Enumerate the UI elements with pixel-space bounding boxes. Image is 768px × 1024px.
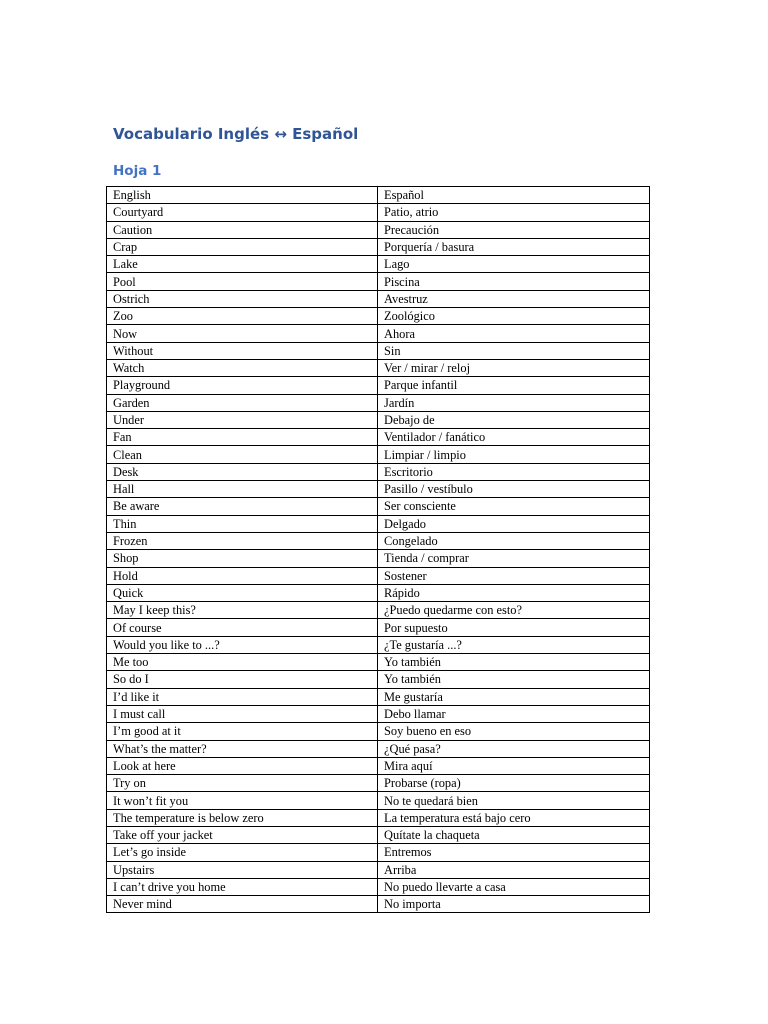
table-row (107, 688, 650, 705)
spanish-term-cell: ¿Te gustaría ...? (378, 636, 650, 653)
english-term-cell: Fan (107, 429, 378, 446)
table-row (107, 411, 650, 428)
table-row (107, 619, 650, 636)
english-term-cell: I must call (107, 705, 378, 722)
english-term-cell: It won’t fit you (107, 792, 378, 809)
spanish-term-cell: Ser consciente (378, 498, 650, 515)
table-row (107, 844, 650, 861)
english-term-cell: Hold (107, 567, 378, 584)
english-term-cell: Zoo (107, 308, 378, 325)
table-header-row (107, 187, 650, 204)
english-term-cell: Me too (107, 654, 378, 671)
spanish-term-cell: Yo también (378, 654, 650, 671)
table-row (107, 204, 650, 221)
spanish-term-cell: Jardín (378, 394, 650, 411)
table-row (107, 446, 650, 463)
sheet-heading: Hoja 1 (113, 163, 162, 179)
table-row (107, 671, 650, 688)
spanish-term-cell: Avestruz (378, 290, 650, 307)
table-row (107, 498, 650, 515)
spanish-term-cell: Congelado (378, 532, 650, 549)
table-row (107, 602, 650, 619)
english-term-cell: Ostrich (107, 290, 378, 307)
english-term-cell: I can’t drive you home (107, 878, 378, 895)
table-row (107, 325, 650, 342)
table-row (107, 463, 650, 480)
table-row (107, 238, 650, 255)
table-row (107, 878, 650, 895)
table-row (107, 809, 650, 826)
spanish-term-cell: Zoológico (378, 308, 650, 325)
table-row (107, 550, 650, 567)
spanish-term-cell: Soy bueno en eso (378, 723, 650, 740)
table-row (107, 654, 650, 671)
table-row (107, 221, 650, 238)
table-row (107, 429, 650, 446)
table-row (107, 481, 650, 498)
spanish-term-cell: Tienda / comprar (378, 550, 650, 567)
spanish-term-cell: Debajo de (378, 411, 650, 428)
spanish-term-cell: Sin (378, 342, 650, 359)
table-row (107, 584, 650, 601)
spanish-term-cell: Porquería / basura (378, 238, 650, 255)
table-row (107, 290, 650, 307)
vocabulary-table-body (107, 187, 650, 913)
english-term-cell: Playground (107, 377, 378, 394)
english-term-cell: Never mind (107, 896, 378, 913)
english-term-cell: May I keep this? (107, 602, 378, 619)
table-row (107, 896, 650, 913)
english-term-cell: Of course (107, 619, 378, 636)
column-header-espanol: Español (378, 187, 650, 204)
spanish-term-cell: Quítate la chaqueta (378, 826, 650, 843)
english-term-cell: Now (107, 325, 378, 342)
spanish-term-cell: Parque infantil (378, 377, 650, 394)
spanish-term-cell: No importa (378, 896, 650, 913)
spanish-term-cell: ¿Qué pasa? (378, 740, 650, 757)
spanish-term-cell: No puedo llevarte a casa (378, 878, 650, 895)
spanish-term-cell: Debo llamar (378, 705, 650, 722)
english-term-cell: Pool (107, 273, 378, 290)
english-term-cell: Would you like to ...? (107, 636, 378, 653)
english-term-cell: Clean (107, 446, 378, 463)
spanish-term-cell: Por supuesto (378, 619, 650, 636)
spanish-term-cell: Rápido (378, 584, 650, 601)
table-row (107, 740, 650, 757)
spanish-term-cell: Arriba (378, 861, 650, 878)
english-term-cell: I’d like it (107, 688, 378, 705)
spanish-term-cell: Sostener (378, 567, 650, 584)
english-term-cell: So do I (107, 671, 378, 688)
spanish-term-cell: Patio, atrio (378, 204, 650, 221)
spanish-term-cell: No te quedará bien (378, 792, 650, 809)
english-term-cell: What’s the matter? (107, 740, 378, 757)
english-term-cell: Without (107, 342, 378, 359)
spanish-term-cell: Ahora (378, 325, 650, 342)
column-header-english: English (107, 187, 378, 204)
spanish-term-cell: Ver / mirar / reloj (378, 359, 650, 376)
table-row (107, 394, 650, 411)
spanish-term-cell: Yo también (378, 671, 650, 688)
english-term-cell: Hall (107, 481, 378, 498)
english-term-cell: I’m good at it (107, 723, 378, 740)
table-row (107, 256, 650, 273)
spanish-term-cell: Escritorio (378, 463, 650, 480)
english-term-cell: Desk (107, 463, 378, 480)
table-row (107, 567, 650, 584)
english-term-cell: Garden (107, 394, 378, 411)
english-term-cell: Try on (107, 775, 378, 792)
table-row (107, 775, 650, 792)
vocabulary-table (106, 186, 650, 913)
english-term-cell: Lake (107, 256, 378, 273)
english-term-cell: Courtyard (107, 204, 378, 221)
english-term-cell: Thin (107, 515, 378, 532)
table-row (107, 273, 650, 290)
spanish-term-cell: Probarse (ropa) (378, 775, 650, 792)
english-term-cell: Upstairs (107, 861, 378, 878)
spanish-term-cell: Entremos (378, 844, 650, 861)
table-row (107, 515, 650, 532)
table-row (107, 826, 650, 843)
document-title: Vocabulario Inglés ↔ Español (113, 125, 359, 143)
table-row (107, 308, 650, 325)
spanish-term-cell: ¿Puedo quedarme con esto? (378, 602, 650, 619)
english-term-cell: Watch (107, 359, 378, 376)
english-term-cell: Frozen (107, 532, 378, 549)
english-term-cell: Under (107, 411, 378, 428)
table-row (107, 377, 650, 394)
table-row (107, 532, 650, 549)
english-term-cell: Crap (107, 238, 378, 255)
english-term-cell: Take off your jacket (107, 826, 378, 843)
english-term-cell: Let’s go inside (107, 844, 378, 861)
table-row (107, 359, 650, 376)
spanish-term-cell: Piscina (378, 273, 650, 290)
table-row (107, 723, 650, 740)
table-row (107, 705, 650, 722)
spanish-term-cell: La temperatura está bajo cero (378, 809, 650, 826)
table-row (107, 861, 650, 878)
table-row (107, 757, 650, 774)
spanish-term-cell: Mira aquí (378, 757, 650, 774)
table-row (107, 636, 650, 653)
english-term-cell: Shop (107, 550, 378, 567)
spanish-term-cell: Delgado (378, 515, 650, 532)
spanish-term-cell: Lago (378, 256, 650, 273)
spanish-term-cell: Ventilador / fanático (378, 429, 650, 446)
english-term-cell: Be aware (107, 498, 378, 515)
spanish-term-cell: Pasillo / vestíbulo (378, 481, 650, 498)
spanish-term-cell: Precaución (378, 221, 650, 238)
spanish-term-cell: Limpiar / limpio (378, 446, 650, 463)
english-term-cell: Caution (107, 221, 378, 238)
table-row (107, 792, 650, 809)
english-term-cell: Look at here (107, 757, 378, 774)
english-term-cell: Quick (107, 584, 378, 601)
table-row (107, 342, 650, 359)
english-term-cell: The temperature is below zero (107, 809, 378, 826)
spanish-term-cell: Me gustaría (378, 688, 650, 705)
